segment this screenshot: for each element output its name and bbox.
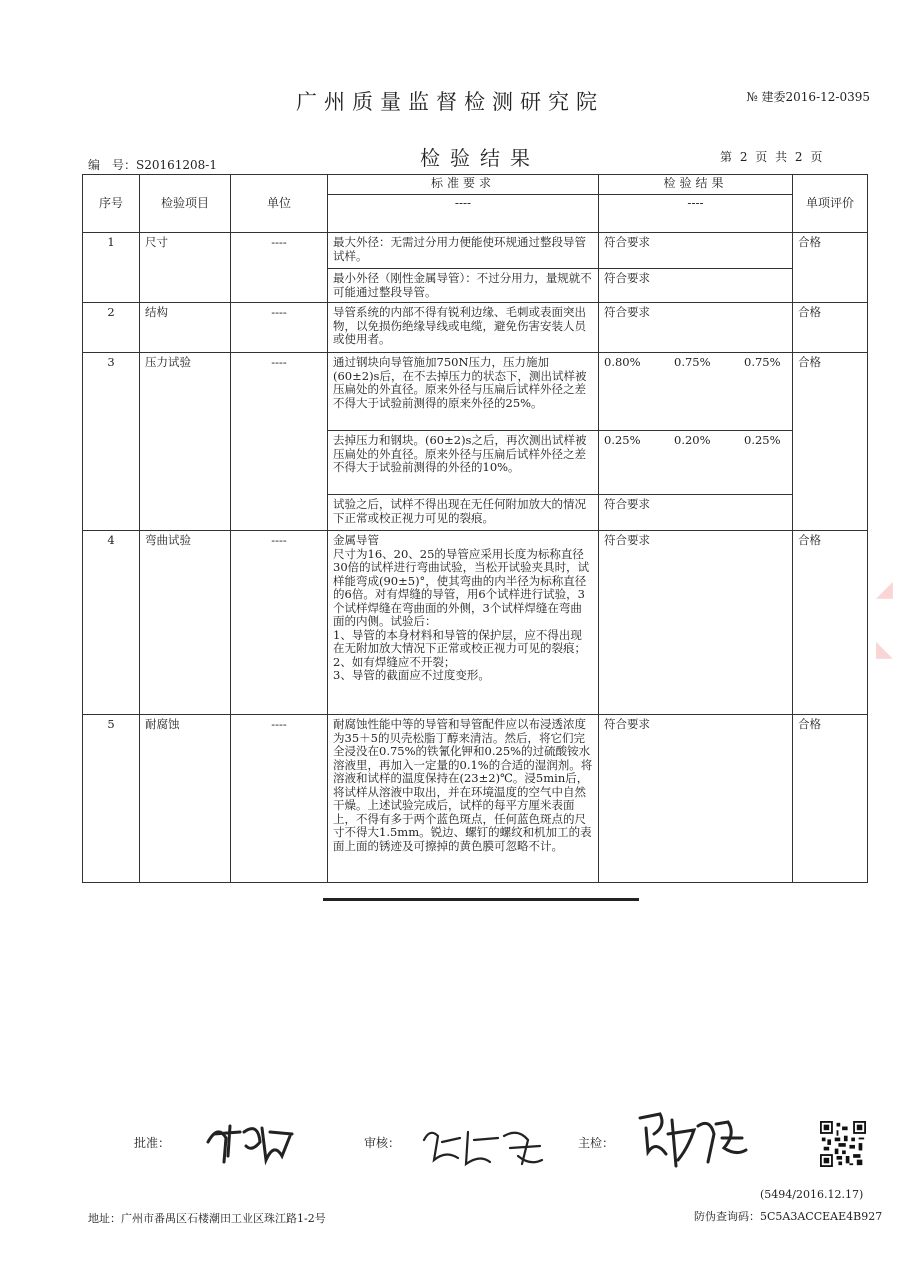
issue-date: (5494/2016.12.17) [760,1188,864,1201]
result-value: 0.75% [744,355,781,369]
row-result: 符合要求 [599,303,793,353]
inspect-signature [632,1104,752,1176]
header-standard [328,175,599,233]
row-evaluation: 合格 [793,303,868,353]
result-value: 0.25% [744,433,781,447]
row-standard: 金属导管 尺寸为16、20、25的导管应采用长度为标称直径30倍的试样进行弯曲试验，当松开试验夹具时，试样能弯成(90±5)°，使其弯曲的内半径为标称直径的6倍。对有焊缝的导管，用6个试样进行试验，3个试样焊缝在弯曲面的外侧，3个试样焊缝在弯曲面的内侧。试验后： 1、导管的本身材料和导管的保护层，应不得出现在无附加放大情况下正常或校正视力可见的裂痕； 2、如有焊缝应不开裂； 3、导管的截面应不过度变形。 [328,531,599,715]
row-evaluation: 合格 [793,715,868,883]
header-standard-label: 标准要求 [430,176,495,190]
row-item: 压力试验 [140,353,231,531]
row-result: 符合要求 [599,531,793,715]
row-seq: 4 [83,531,140,715]
row-evaluation: 合格 [793,353,868,531]
table-row [83,353,868,431]
address: 地址：广州市番禺区石楼潮田工业区珠江路1-2号 [88,1212,326,1225]
row-standard: 耐腐蚀性能中等的导管和导管配件应以布浸透浓度为35＋5的贝壳松脂丁醇来清洁。然后，将它们完全浸没在0.75%的铁氰化钾和0.25%的过硫酸铵水溶液里，再加入一定量的0.1%的合适的湿润剂。将溶液和试样的温度保持在(23±2)℃。浸5min后，将试样从溶液中取出，并在环境温度的空气中自然干燥。上述试验完成后，试样的每平方厘米表面上，不得有多于两个蓝色斑点，任何蓝色斑点的尺寸不得大1.5mm。锐边、螺钉的螺纹和机加工的表面上面的锈迹及可擦掉的黄色膜可忽略不计。 [328,715,599,883]
row-result: 符合要求 [599,233,793,269]
header-result-label: 检验结果 [663,176,728,190]
row-seq: 3 [83,353,140,531]
review-signature [418,1120,548,1172]
table-header-row [83,175,868,233]
row-seq: 1 [83,233,140,303]
approve-label: 批准： [134,1136,171,1150]
row-standard: 去掉压力和钢块。(60±2)s之后，再次测出试样被压扁处的外直径。原来外径与压扁后试样外径之差不得大于试验前测得的外径的10%。 [328,431,599,495]
page-title: 检验结果 [420,146,540,170]
table-row [83,233,868,269]
row-unit: ---- [231,715,328,883]
row-standard: 导管系统的内部不得有锐利边缘、毛刺或表面突出物，以免损伤绝缘导线或电缆，避免伤害安装人员或使用者。 [328,303,599,353]
result-value: 0.25% [604,433,641,447]
row-standard: 试验之后，试样不得出现在无任何附加放大的情况下正常或校正视力可见的裂痕。 [328,495,599,531]
row-unit: ---- [231,233,328,303]
header-seq: 序号 [83,175,140,233]
document-number: № 建委2016-12-0395 [746,90,870,104]
row-evaluation: 合格 [793,233,868,303]
header-unit: 单位 [231,175,328,233]
header-standard-dash: ---- [328,194,598,211]
row-item: 耐腐蚀 [140,715,231,883]
institute-title: 广州质量监督检测研究院 [296,90,604,114]
anti-fake-code: 防伪查询码：5C5A3ACCEAE4B927 [694,1210,883,1223]
row-item: 结构 [140,303,231,353]
results-table [82,174,868,883]
report-number: 编 号：S20161208-1 [88,158,217,172]
row-evaluation: 合格 [793,531,868,715]
page-info: 第 2 页 共 2 页 [720,150,825,164]
result-value: 0.75% [674,355,711,369]
approve-signature [200,1112,300,1168]
review-label: 审核： [364,1136,401,1150]
end-of-table-rule [323,898,639,901]
result-value: 0.80% [604,355,641,369]
header-result-dash: ---- [599,194,792,211]
row-result: 符合要求 [599,715,793,883]
row-result: 符合要求 [599,269,793,303]
row-result-values [599,353,793,431]
header-evaluation: 单项评价 [793,175,868,233]
row-seq: 2 [83,303,140,353]
row-result-values [599,431,793,495]
row-unit: ---- [231,303,328,353]
row-standard: 最大外径：无需过分用力便能使环规通过整段导管试样。 [328,233,599,269]
table-row [83,531,868,715]
row-result: 符合要求 [599,495,793,531]
table-row [83,303,868,353]
row-standard: 最小外径（刚性金属导管）：不过分用力，量规就不可能通过整段导管。 [328,269,599,303]
row-item: 弯曲试验 [140,531,231,715]
row-unit: ---- [231,531,328,715]
header-item: 检验项目 [140,175,231,233]
row-unit: ---- [231,353,328,531]
table-row [83,715,868,883]
row-standard: 通过钢块向导管施加750N压力，压力施加(60±2)s后，在不去掉压力的状态下，测出试样被压扁处的外直径。原来外径与压扁后试样外径之差不得大于试验前测得的原来外径的25%。 [328,353,599,431]
row-item: 尺寸 [140,233,231,303]
row-seq: 5 [83,715,140,883]
result-value: 0.20% [674,433,711,447]
qr-code-icon [820,1121,866,1167]
header-result [599,175,793,233]
inspect-label: 主检： [578,1136,615,1150]
seal-stamp: ◢ ◣ [876,577,893,662]
